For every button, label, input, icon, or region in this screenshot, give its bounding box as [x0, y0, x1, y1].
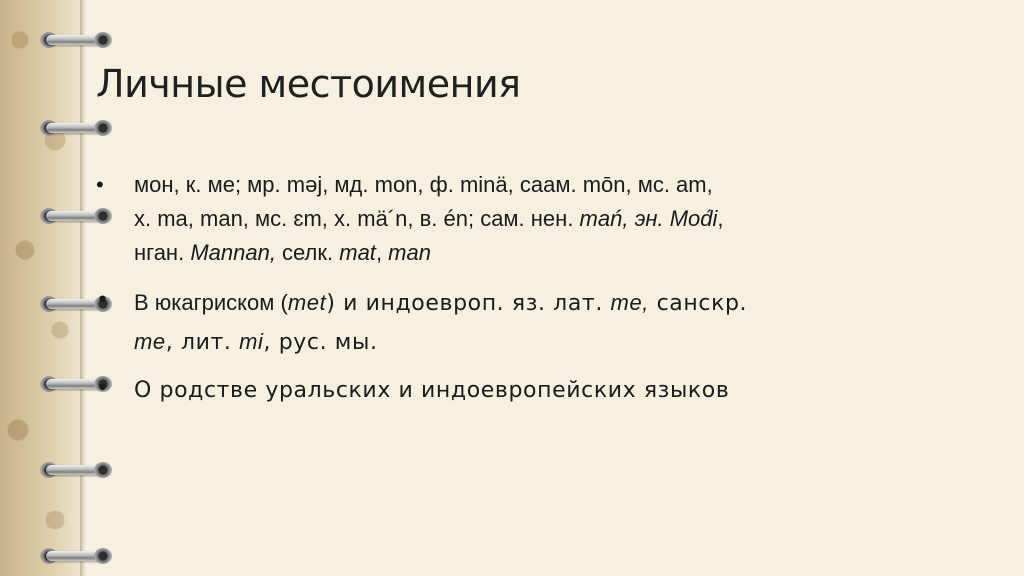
- bullet2-seg8-italic: mi: [239, 329, 264, 354]
- slide-title: Личные местоимения: [96, 62, 521, 106]
- page-edge-shadow: [80, 0, 86, 576]
- bullet2-seg2-italic: met: [287, 290, 327, 315]
- bullet2-seg7: , лит.: [165, 330, 240, 355]
- spiral-ring-icon: [40, 548, 112, 564]
- bullet-marker: •: [96, 376, 110, 401]
- bullet1-line3-text1: нган.: [134, 240, 191, 265]
- bullet-item-kinship: [96, 372, 996, 410]
- bullet1-line2-end: ,: [717, 206, 724, 231]
- bullet-list: [96, 168, 996, 420]
- bullet1-line3-italic1: Mannan,: [190, 240, 276, 265]
- bullet1-line3-italic3: man: [388, 240, 431, 265]
- spiral-ring-icon: [40, 462, 112, 478]
- notebook-paper-edge: [0, 0, 82, 576]
- bullet3-text: О родстве уральских и индоевропейских языков: [134, 378, 730, 403]
- spiral-ring-icon: [40, 32, 112, 48]
- bullet-item-pronoun-forms: [96, 168, 996, 270]
- bullet1-line1: мон, к. ме; мр. məj, мд. mon, ф. minä, саам. mōn, мс. am,: [134, 172, 713, 197]
- bullet1-line3-italic2: mat: [339, 240, 376, 265]
- bullet1-line2-text: х. ma, man, мс. ɛm, х. mä´n, в. én; сам. нен.: [134, 206, 580, 231]
- bullet2-seg6-italic: me: [134, 329, 166, 354]
- bullet2-seg3: ) и индоевроп. яз. лат.: [326, 291, 611, 316]
- bullet1-line2-italic: mań, эн. Mod́i: [579, 206, 718, 231]
- bullet2-seg4-italic: me,: [610, 290, 650, 315]
- bullet-marker: •: [96, 172, 104, 197]
- bullet2-seg1: В юкагриском (: [134, 290, 288, 315]
- spiral-ring-icon: [40, 120, 112, 136]
- bullet1-line3-text3: ,: [375, 240, 389, 265]
- bullet1-line3-text2: селк.: [275, 240, 340, 265]
- bullet2-seg5: санскр.: [649, 291, 748, 316]
- bullet2-seg9: , рус. мы.: [263, 330, 378, 355]
- bullet-marker: •: [96, 288, 110, 313]
- bullet-item-yukaghir: [96, 284, 996, 362]
